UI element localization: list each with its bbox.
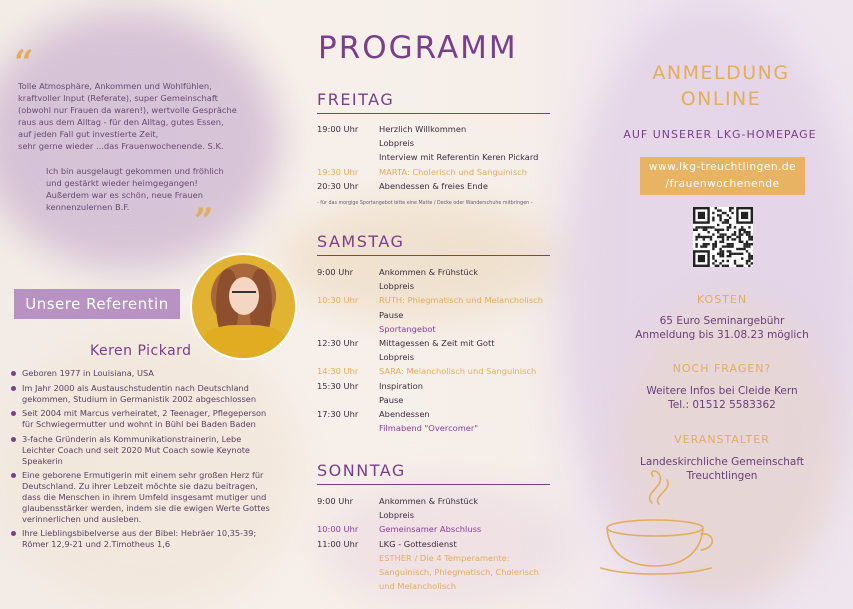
testimonial-line: sehr gerne wieder ...das Frauenwochenende. S.K. [18,141,224,151]
testimonial-line: (obwohl nur Frauen da waren!), wertvolle Gespräche [18,105,237,115]
schedule-item: Abendessen [379,409,430,419]
schedule-row [317,509,557,522]
schedule-item: Lobpreis [379,352,415,363]
schedule-row [317,266,557,279]
schedule-time: 12:30 Uhr [317,338,359,348]
referent-photo [190,253,297,360]
veranstalter-heading: VERANSTALTER [674,433,770,446]
schedule-note: - für das morgige Sportangebot bitte eine Matte / Decke oder Wanderschuhe mitbringen - [317,201,533,206]
kosten-line-2: Anmeldung bis 31.08.23 möglich [635,329,809,341]
schedule-row [317,280,557,293]
schedule-time: 9:00 Uhr [317,496,354,506]
schedule-row [317,538,557,551]
schedule-time: 14:30 Uhr [317,366,359,377]
schedule-time: 17:30 Uhr [317,409,359,419]
day-heading-freitag: FREITAG [317,90,395,109]
schedule-time: 9:00 Uhr [317,267,354,277]
schedule-row [317,495,557,508]
schedule-row [317,166,557,179]
schedule-item: Pause [379,309,404,320]
schedule-item: SARA: Melancholisch und Sanguinisch [379,366,537,377]
divider [317,484,550,485]
schedule-row [317,580,557,593]
day-heading-samstag: SAMSTAG [317,232,405,251]
testimonial-line: auf jeden Fall gut investierte Zeit, [18,129,159,139]
bio-item: Im Jahr 2000 als Austauschstudentin nach Deutschland gekommen, Studium in Germanistik 2002 abgeschlossen [10,383,272,405]
testimonial-line: und gestärkt wieder heimgegangen! [46,178,198,188]
schedule-row [317,123,557,136]
schedule-row [317,408,557,421]
schedule-item: Interview mit Referentin Keren Pickard [379,152,539,163]
testimonial-2 [46,165,266,213]
registration-url[interactable] [640,157,805,195]
schedule-row [317,309,557,322]
schedule-time: 10:30 Uhr [317,295,359,306]
kosten-heading: KOSTEN [696,293,748,306]
testimonial-line: Außerdem war es schön, neue Frauen [46,190,204,200]
schedule-item: RUTH: Phlegmatisch und Melancholisch [379,295,544,306]
bio-item: Ihre Lieblingsbibelverse aus der Bibel: Hebräer 10,35-39; Römer 12,9-21 und 2.Timotheus 1,6 [10,528,272,550]
referent-bio-list [10,368,272,554]
schedule-time: 19:00 Uhr [317,124,359,134]
schedule-row [317,394,557,407]
veranstalter-line-1: Landeskirchliche Gemeinschaft [640,456,804,468]
schedule-row [317,380,557,393]
open-quote-icon: “ [14,43,34,83]
schedule-row [317,566,557,579]
schedule-row [317,323,557,336]
bio-item: Eine geborene Ermutigerin mit einem sehr großen Herz für Deutschland. Zu ihrer Lebzeit möchte sie dazu beitragen, dass die Menschen in ihrem Umfeld insgesamt mutiger und glaubensstärker werden, indem sie die ewigen Werte Gottes verinnerlichen und ausleben. [10,470,272,524]
schedule-item: Pause [379,394,404,405]
kosten-text [602,314,842,342]
url-line-2: /frauenwochenende [665,178,780,190]
qr-code-icon [693,207,753,267]
kosten-line-1: 65 Euro Seminargebühr [659,315,785,327]
referent-name: Keren Pickard [90,343,192,359]
schedule-freitag [317,123,557,193]
schedule-item: Abendessen & freies Ende [379,180,488,191]
schedule-item: Lobpreis [379,510,415,521]
testimonial-line: Ich bin ausgelaugt gekommen und fröhlich [46,166,224,176]
schedule-item: Gemeinsamer Abschluss [379,524,482,535]
fragen-line-2: Tel.: 01512 5583362 [668,399,776,411]
schedule-row [317,180,557,193]
schedule-item: Ankommen & Frühstück [379,496,479,506]
schedule-item: Filmabend "Overcomer" [379,423,479,434]
schedule-time: 20:30 Uhr [317,180,359,191]
schedule-item: Sanguinisch, Phlegmatisch, Cholerisch [379,567,539,577]
bio-item: 3-fache Gründerin als Kommunikationstrainerin, Lebe Leichter Coach und seit 2020 Mut Coach sowie Keynote Speakerin [10,434,272,466]
schedule-item: Sportangebot [379,323,436,334]
schedule-row [317,294,557,307]
day-heading-sonntag: SONNTAG [317,461,406,480]
homepage-label: AUF UNSERER LKG-HOMEPAGE [623,128,817,141]
fragen-line-1: Weitere Infos bei Cleide Kern [646,385,798,397]
schedule-time: 15:30 Uhr [317,380,359,391]
veranstalter-line-2: Treuchtlingen [686,470,758,482]
schedule-row [317,151,557,164]
schedule-row [317,523,557,536]
bio-item: Geboren 1977 in Louisiana, USA [10,368,272,379]
testimonial-1 [18,80,268,152]
schedule-samstag [317,266,557,436]
testimonial-line: kennenzulernen B.F. [46,202,130,212]
schedule-item: ESTHER / Die 4 Temperamente: [379,552,510,563]
divider [317,113,550,114]
schedule-item: Lobpreis [379,281,415,292]
schedule-item: LKG - Gottesdienst [379,538,457,549]
schedule-row [317,422,557,435]
schedule-sonntag [317,495,557,595]
schedule-item: Herzlich Willkommen [379,124,467,134]
schedule-item: Mittagessen & Zeit mit Gott [379,338,495,348]
schedule-item: Lobpreis [379,138,415,149]
schedule-item: MARTA: Cholerisch und Sanguinisch [379,166,527,177]
close-quote-icon: ” [194,201,214,241]
schedule-item: und Melancholisch [379,581,456,592]
divider [317,255,550,256]
schedule-time: 11:00 Uhr [317,538,359,549]
fragen-heading: NOCH FRAGEN? [672,362,772,375]
bio-item: Seit 2004 mit Marcus verheiratet, 2 Teenager, Pflegeperson für Schwiegermutter und wohnt in Bühl bei Baden Baden [10,408,272,430]
fragen-text [602,384,842,412]
schedule-item: Ankommen & Frühstück [379,267,479,277]
schedule-row [317,137,557,150]
schedule-row [317,337,557,350]
schedule-row [317,552,557,565]
schedule-row [317,351,557,364]
testimonial-line: Tolle Atmosphäre, Ankommen und Wohlfühlen, [18,81,212,91]
program-title: PROGRAMM [318,30,518,66]
schedule-row [317,365,557,378]
anmeldung-heading [620,60,822,112]
schedule-time: 19:30 Uhr [317,166,359,177]
referent-banner: Unsere Referentin [14,289,180,319]
schedule-time: 10:00 Uhr [317,524,359,535]
anmeldung-line-2: ONLINE [680,88,762,110]
url-line-1: www.lkg-treuchtlingen.de [648,161,797,173]
testimonial-line: raus aus dem Alltag - für den Alltag, gutes Essen, [18,117,224,127]
anmeldung-line-1: ANMELDUNG [652,62,790,84]
schedule-item: Inspiration [379,380,423,391]
coffee-cup-icon [597,468,717,578]
testimonial-line: kraftvoller Input (Referate), super Gemeinschaft [18,93,218,103]
